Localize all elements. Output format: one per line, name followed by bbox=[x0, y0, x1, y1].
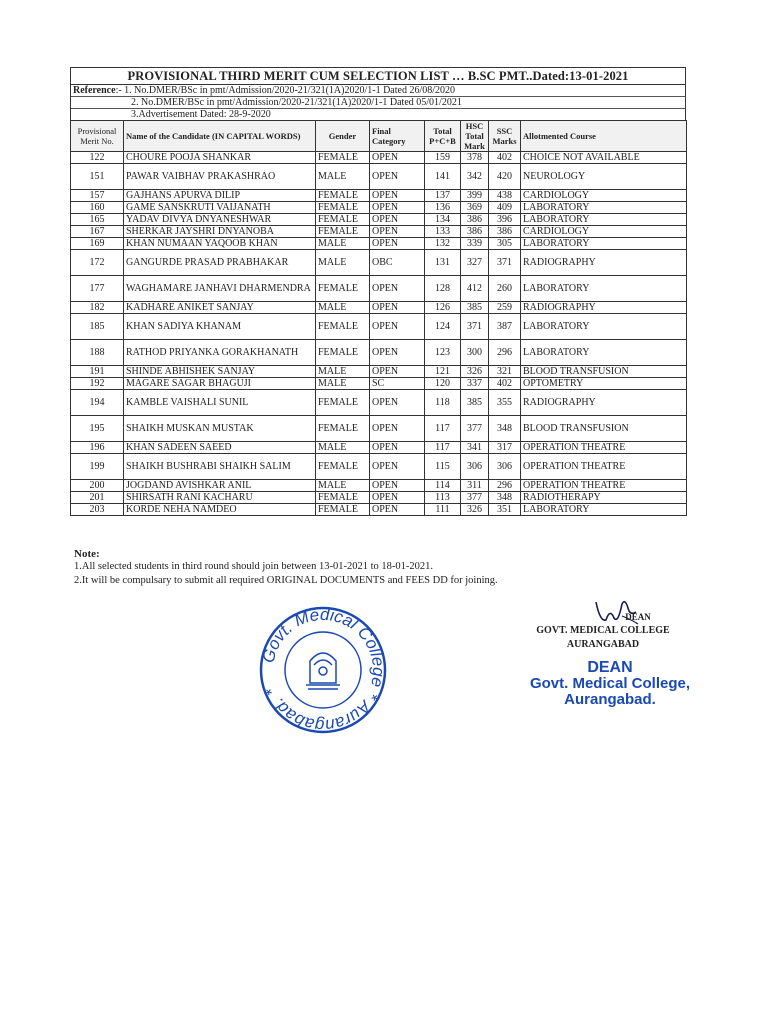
cell-ssc: 409 bbox=[489, 202, 521, 214]
signatory-title: DEAN bbox=[625, 612, 651, 622]
table-row bbox=[71, 416, 687, 442]
cell-course: BLOOD TRANSFUSION bbox=[521, 366, 687, 378]
cell-gender: FEMALE bbox=[316, 390, 370, 416]
cell-name: SHERKAR JAYSHRI DNYANOBA bbox=[124, 226, 316, 238]
cell-merit: 122 bbox=[71, 152, 124, 164]
cell-total: 134 bbox=[425, 214, 461, 226]
cell-merit: 167 bbox=[71, 226, 124, 238]
cell-name: MAGARE SAGAR BHAGUJI bbox=[124, 378, 316, 390]
svg-text:Govt. Medical College * Aurang bbox=[258, 605, 388, 735]
cell-hsc: 326 bbox=[461, 366, 489, 378]
cell-total: 113 bbox=[425, 492, 461, 504]
note-item-2: 2.It will be compulsary to submit all required ORIGINAL DOCUMENTS and FEES DD for joining. bbox=[74, 575, 498, 586]
stamp-line-3: Aurangabad. bbox=[564, 691, 656, 708]
cell-course: RADIOGRAPHY bbox=[521, 302, 687, 314]
cell-name: GAME SANSKRUTI VAIJANATH bbox=[124, 202, 316, 214]
cell-total: 120 bbox=[425, 378, 461, 390]
signatory-college: GOVT. MEDICAL COLLEGE bbox=[536, 625, 670, 636]
cell-category: OPEN bbox=[370, 238, 425, 250]
cell-category: OPEN bbox=[370, 340, 425, 366]
cell-name: GANGURDE PRASAD PRABHAKAR bbox=[124, 250, 316, 276]
cell-total: 118 bbox=[425, 390, 461, 416]
cell-merit: 194 bbox=[71, 390, 124, 416]
cell-course: CARDIOLOGY bbox=[521, 190, 687, 202]
cell-merit: 185 bbox=[71, 314, 124, 340]
cell-name: SHIRSATH RANI KACHARU bbox=[124, 492, 316, 504]
cell-course: OPTOMETRY bbox=[521, 378, 687, 390]
cell-total: 136 bbox=[425, 202, 461, 214]
table-row bbox=[71, 238, 687, 250]
cell-merit: 160 bbox=[71, 202, 124, 214]
stamp-line-1: DEAN bbox=[587, 659, 633, 676]
table-row bbox=[71, 314, 687, 340]
header-category: Final Category bbox=[370, 121, 425, 152]
cell-hsc: 326 bbox=[461, 504, 489, 516]
merit-table bbox=[70, 120, 687, 516]
cell-category: OPEN bbox=[370, 190, 425, 202]
table-row bbox=[71, 190, 687, 202]
cell-course: LABORATORY bbox=[521, 340, 687, 366]
cell-total: 111 bbox=[425, 504, 461, 516]
cell-total: 114 bbox=[425, 480, 461, 492]
cell-course: OPERATION THEATRE bbox=[521, 442, 687, 454]
cell-category: OPEN bbox=[370, 276, 425, 302]
cell-ssc: 402 bbox=[489, 378, 521, 390]
table-row bbox=[71, 454, 687, 480]
cell-category: OPEN bbox=[370, 202, 425, 214]
table-row bbox=[71, 226, 687, 238]
cell-merit: 157 bbox=[71, 190, 124, 202]
table-row bbox=[71, 378, 687, 390]
cell-category: OPEN bbox=[370, 302, 425, 314]
cell-course: LABORATORY bbox=[521, 202, 687, 214]
cell-name: KHAN SADEEN SAEED bbox=[124, 442, 316, 454]
cell-hsc: 337 bbox=[461, 378, 489, 390]
cell-gender: MALE bbox=[316, 366, 370, 378]
cell-category: OPEN bbox=[370, 214, 425, 226]
cell-total: 137 bbox=[425, 190, 461, 202]
cell-total: 133 bbox=[425, 226, 461, 238]
reference-block bbox=[70, 84, 686, 120]
cell-category: OPEN bbox=[370, 416, 425, 442]
cell-merit: 200 bbox=[71, 480, 124, 492]
cell-merit: 196 bbox=[71, 442, 124, 454]
table-header-row bbox=[71, 121, 687, 152]
cell-name: JOGDAND AVISHKAR ANIL bbox=[124, 480, 316, 492]
table-row bbox=[71, 492, 687, 504]
header-merit: Provisional Merit No. bbox=[71, 121, 124, 152]
cell-merit: 191 bbox=[71, 366, 124, 378]
cell-ssc: 371 bbox=[489, 250, 521, 276]
cell-name: KORDE NEHA NAMDEO bbox=[124, 504, 316, 516]
seal-text: Govt. Medical College * Aurangabad. * bbox=[258, 605, 388, 735]
header-hsc: HSC Total Mark bbox=[461, 121, 489, 152]
header-total: Total P+C+B bbox=[425, 121, 461, 152]
cell-category: OPEN bbox=[370, 152, 425, 164]
cell-name: SHAIKH BUSHRABI SHAIKH SALIM bbox=[124, 454, 316, 480]
cell-name: WAGHAMARE JANHAVI DHARMENDRA bbox=[124, 276, 316, 302]
cell-category: SC bbox=[370, 378, 425, 390]
cell-course: LABORATORY bbox=[521, 214, 687, 226]
cell-merit: 195 bbox=[71, 416, 124, 442]
cell-hsc: 342 bbox=[461, 164, 489, 190]
cell-gender: MALE bbox=[316, 238, 370, 250]
cell-course: RADIOGRAPHY bbox=[521, 250, 687, 276]
cell-ssc: 355 bbox=[489, 390, 521, 416]
cell-merit: 172 bbox=[71, 250, 124, 276]
cell-total: 117 bbox=[425, 442, 461, 454]
cell-merit: 199 bbox=[71, 454, 124, 480]
cell-merit: 188 bbox=[71, 340, 124, 366]
table-row bbox=[71, 214, 687, 226]
reference-line-1: Reference:- 1. No.DMER/BSc in pmt/Admission/2020-21/321(1A)2020/1-1 Dated 26/08/2020 bbox=[71, 85, 685, 97]
cell-course: LABORATORY bbox=[521, 314, 687, 340]
cell-gender: FEMALE bbox=[316, 340, 370, 366]
cell-gender: FEMALE bbox=[316, 190, 370, 202]
cell-merit: 203 bbox=[71, 504, 124, 516]
reference-label: Reference bbox=[73, 85, 116, 96]
note-item-1: 1.All selected students in third round should join between 13-01-2021 to 18-01-2021. bbox=[74, 561, 433, 572]
cell-hsc: 399 bbox=[461, 190, 489, 202]
table-row bbox=[71, 202, 687, 214]
cell-total: 123 bbox=[425, 340, 461, 366]
cell-ssc: 348 bbox=[489, 416, 521, 442]
table-row bbox=[71, 480, 687, 492]
cell-name: PAWAR VAIBHAV PRAKASHRAO bbox=[124, 164, 316, 190]
cell-gender: FEMALE bbox=[316, 202, 370, 214]
cell-category: OPEN bbox=[370, 226, 425, 238]
cell-merit: 182 bbox=[71, 302, 124, 314]
cell-course: OPERATION THEATRE bbox=[521, 454, 687, 480]
table-row bbox=[71, 504, 687, 516]
cell-name: YADAV DIVYA DNYANESHWAR bbox=[124, 214, 316, 226]
cell-hsc: 327 bbox=[461, 250, 489, 276]
cell-merit: 151 bbox=[71, 164, 124, 190]
table-row bbox=[71, 340, 687, 366]
cell-course: OPERATION THEATRE bbox=[521, 480, 687, 492]
cell-gender: FEMALE bbox=[316, 152, 370, 164]
stamp-line-2: Govt. Medical College, bbox=[529, 675, 691, 692]
cell-total: 117 bbox=[425, 416, 461, 442]
cell-hsc: 369 bbox=[461, 202, 489, 214]
cell-name: RATHOD PRIYANKA GORAKHANATH bbox=[124, 340, 316, 366]
table-row bbox=[71, 276, 687, 302]
table-row bbox=[71, 250, 687, 276]
cell-total: 159 bbox=[425, 152, 461, 164]
cell-ssc: 396 bbox=[489, 214, 521, 226]
cell-merit: 192 bbox=[71, 378, 124, 390]
cell-ssc: 260 bbox=[489, 276, 521, 302]
emblem-icon bbox=[306, 653, 340, 689]
cell-ssc: 317 bbox=[489, 442, 521, 454]
header-gender: Gender bbox=[316, 121, 370, 152]
cell-total: 141 bbox=[425, 164, 461, 190]
cell-hsc: 377 bbox=[461, 416, 489, 442]
merit-list-document bbox=[70, 67, 686, 516]
cell-ssc: 305 bbox=[489, 238, 521, 250]
cell-hsc: 377 bbox=[461, 492, 489, 504]
table-body bbox=[71, 152, 687, 516]
table-row bbox=[71, 302, 687, 314]
cell-name: CHOURE POOJA SHANKAR bbox=[124, 152, 316, 164]
table-row bbox=[71, 366, 687, 378]
cell-category: OPEN bbox=[370, 442, 425, 454]
cell-total: 131 bbox=[425, 250, 461, 276]
cell-category: OPEN bbox=[370, 164, 425, 190]
cell-hsc: 412 bbox=[461, 276, 489, 302]
cell-category: OPEN bbox=[370, 492, 425, 504]
cell-category: OPEN bbox=[370, 366, 425, 378]
cell-ssc: 386 bbox=[489, 226, 521, 238]
cell-hsc: 378 bbox=[461, 152, 489, 164]
cell-name: KHAN NUMAAN YAQOOB KHAN bbox=[124, 238, 316, 250]
signatory-block bbox=[523, 610, 683, 652]
cell-total: 115 bbox=[425, 454, 461, 480]
cell-gender: MALE bbox=[316, 164, 370, 190]
cell-gender: FEMALE bbox=[316, 454, 370, 480]
cell-ssc: 321 bbox=[489, 366, 521, 378]
table-row bbox=[71, 152, 687, 164]
cell-hsc: 306 bbox=[461, 454, 489, 480]
cell-category: OPEN bbox=[370, 454, 425, 480]
cell-gender: FEMALE bbox=[316, 492, 370, 504]
table-row bbox=[71, 442, 687, 454]
note-heading: Note: bbox=[74, 548, 100, 560]
cell-gender: MALE bbox=[316, 442, 370, 454]
cell-gender: MALE bbox=[316, 250, 370, 276]
cell-ssc: 402 bbox=[489, 152, 521, 164]
cell-ssc: 306 bbox=[489, 454, 521, 480]
cell-hsc: 385 bbox=[461, 302, 489, 314]
cell-category: OPEN bbox=[370, 390, 425, 416]
table-row bbox=[71, 164, 687, 190]
header-name: Name of the Candidate (IN CAPITAL WORDS) bbox=[124, 121, 316, 152]
cell-name: KHAN SADIYA KHANAM bbox=[124, 314, 316, 340]
cell-course: CARDIOLOGY bbox=[521, 226, 687, 238]
college-seal bbox=[258, 605, 388, 735]
cell-course: LABORATORY bbox=[521, 504, 687, 516]
cell-hsc: 341 bbox=[461, 442, 489, 454]
cell-course: RADIOGRAPHY bbox=[521, 390, 687, 416]
cell-merit: 177 bbox=[71, 276, 124, 302]
cell-ssc: 351 bbox=[489, 504, 521, 516]
cell-name: KAMBLE VAISHALI SUNIL bbox=[124, 390, 316, 416]
cell-name: GAJHANS APURVA DILIP bbox=[124, 190, 316, 202]
cell-total: 124 bbox=[425, 314, 461, 340]
cell-merit: 165 bbox=[71, 214, 124, 226]
cell-course: LABORATORY bbox=[521, 276, 687, 302]
cell-total: 132 bbox=[425, 238, 461, 250]
cell-merit: 201 bbox=[71, 492, 124, 504]
cell-course: LABORATORY bbox=[521, 238, 687, 250]
cell-total: 128 bbox=[425, 276, 461, 302]
cell-ssc: 348 bbox=[489, 492, 521, 504]
dean-stamp bbox=[520, 660, 700, 708]
cell-category: OPEN bbox=[370, 480, 425, 492]
cell-gender: FEMALE bbox=[316, 504, 370, 516]
cell-ssc: 259 bbox=[489, 302, 521, 314]
reference-line-2: 2. No.DMER/BSc in pmt/Admission/2020-21/321(1A)2020/1-1 Dated 05/01/2021 bbox=[71, 97, 685, 109]
cell-hsc: 311 bbox=[461, 480, 489, 492]
cell-category: OPEN bbox=[370, 504, 425, 516]
cell-total: 126 bbox=[425, 302, 461, 314]
cell-gender: FEMALE bbox=[316, 314, 370, 340]
header-course: Allotmented Course bbox=[521, 121, 687, 152]
cell-ssc: 387 bbox=[489, 314, 521, 340]
cell-hsc: 386 bbox=[461, 226, 489, 238]
cell-gender: FEMALE bbox=[316, 214, 370, 226]
cell-ssc: 438 bbox=[489, 190, 521, 202]
cell-name: SHAIKH MUSKAN MUSTAK bbox=[124, 416, 316, 442]
cell-total: 121 bbox=[425, 366, 461, 378]
cell-course: CHOICE NOT AVAILABLE bbox=[521, 152, 687, 164]
cell-gender: FEMALE bbox=[316, 276, 370, 302]
cell-category: OBC bbox=[370, 250, 425, 276]
cell-category: OPEN bbox=[370, 314, 425, 340]
cell-hsc: 300 bbox=[461, 340, 489, 366]
cell-hsc: 385 bbox=[461, 390, 489, 416]
cell-gender: FEMALE bbox=[316, 226, 370, 238]
document-title: PROVISIONAL THIRD MERIT CUM SELECTION LIST … B.SC PMT..Dated:13-01-2021 bbox=[70, 67, 686, 84]
cell-merit: 169 bbox=[71, 238, 124, 250]
cell-name: KADHARE ANIKET SANJAY bbox=[124, 302, 316, 314]
table-row bbox=[71, 390, 687, 416]
cell-ssc: 296 bbox=[489, 480, 521, 492]
cell-hsc: 339 bbox=[461, 238, 489, 250]
cell-gender: MALE bbox=[316, 480, 370, 492]
cell-gender: MALE bbox=[316, 378, 370, 390]
cell-gender: MALE bbox=[316, 302, 370, 314]
cell-hsc: 371 bbox=[461, 314, 489, 340]
cell-course: NEUROLOGY bbox=[521, 164, 687, 190]
cell-ssc: 296 bbox=[489, 340, 521, 366]
signatory-city: AURANGABAD bbox=[566, 639, 640, 650]
cell-gender: FEMALE bbox=[316, 416, 370, 442]
header-ssc: SSC Marks bbox=[489, 121, 521, 152]
cell-course: BLOOD TRANSFUSION bbox=[521, 416, 687, 442]
cell-ssc: 420 bbox=[489, 164, 521, 190]
reference-line-3: 3.Advertisement Dated: 28-9-2020 bbox=[131, 109, 271, 120]
cell-course: RADIOTHERAPY bbox=[521, 492, 687, 504]
cell-name: SHINDE ABHISHEK SANJAY bbox=[124, 366, 316, 378]
cell-hsc: 386 bbox=[461, 214, 489, 226]
